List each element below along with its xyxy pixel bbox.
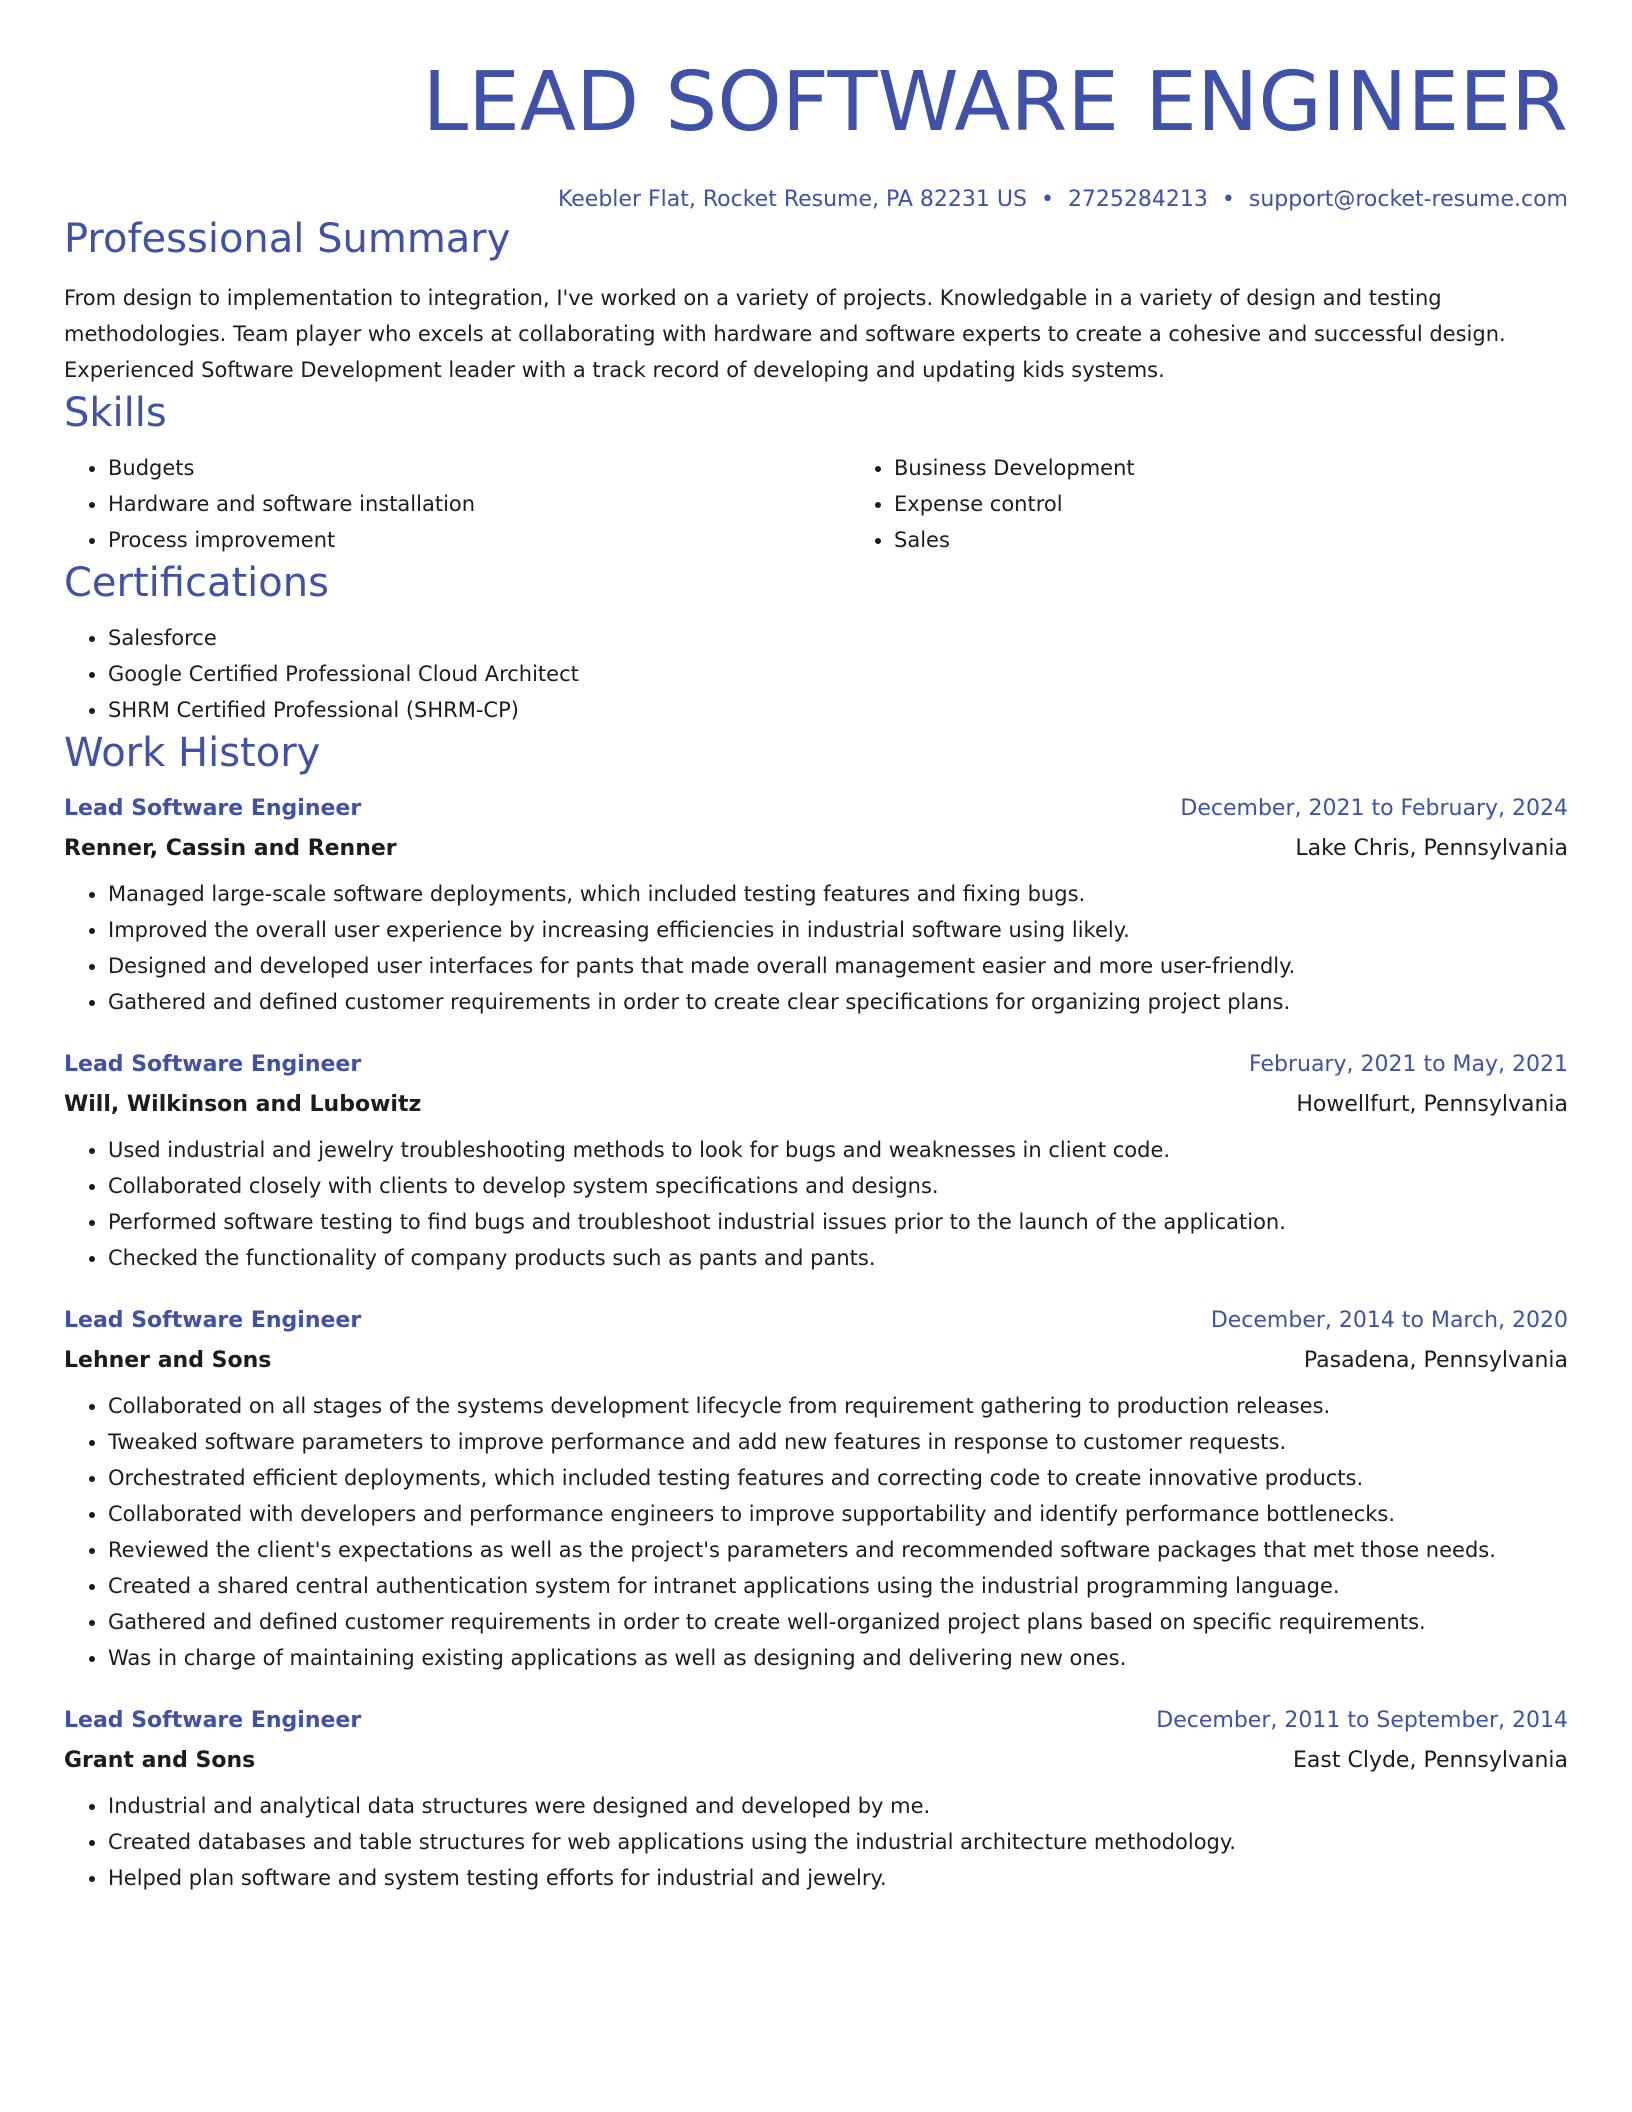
job-dates: December, 2011 to September, 2014: [1156, 1708, 1568, 1733]
job-duty: • Collaborated with developers and performance engineers to improve supportability and identify performance bottlenecks.: [108, 1496, 1568, 1532]
job-company-row: [64, 1080, 1568, 1120]
contact-address: Keebler Flat, Rocket Resume, PA 82231 US: [557, 187, 1027, 212]
job-duty: • Created a shared central authentication system for intranet applications using the industrial programming language.: [108, 1568, 1568, 1604]
job-duty: • Was in charge of maintaining existing applications as well as designing and delivering new ones.: [108, 1640, 1568, 1676]
contact-email[interactable]: support@rocket-resume.com: [1248, 187, 1568, 212]
job-company-row: [64, 1336, 1568, 1376]
job-duty: • Gathered and defined customer requirements in order to create clear specifications for organizing project plans.: [108, 984, 1568, 1020]
certifications-heading: Certifications: [64, 560, 329, 606]
job-duty: • Managed large-scale software deployments, which included testing features and fixing bugs.: [108, 876, 1568, 912]
job-company-row: [64, 824, 1568, 864]
skills-heading: Skills: [64, 390, 167, 436]
job-duty: • Tweaked software parameters to improve performance and add new features in response to customer requests.: [108, 1424, 1568, 1460]
skills-list-right: [850, 450, 1632, 558]
job-header-row: [64, 794, 1568, 824]
job-duty: • Industrial and analytical data structures were designed and developed by me.: [108, 1788, 1568, 1824]
job-duties-list: [64, 1788, 1568, 1896]
contact-separator: •: [1221, 187, 1235, 212]
contact-phone: 2725284213: [1067, 187, 1208, 212]
certification-item: • SHRM Certified Professional (SHRM-CP): [108, 692, 1568, 728]
job-duty: • Collaborated closely with clients to develop system specifications and designs.: [108, 1168, 1568, 1204]
job-duty: • Helped plan software and system testing efforts for industrial and jewelry.: [108, 1860, 1568, 1896]
certification-item: • Salesforce: [108, 620, 1568, 656]
job-company-row: [64, 1736, 1568, 1776]
job-company: Renner, Cassin and Renner: [64, 836, 397, 861]
job-dates: December, 2014 to March, 2020: [1210, 1308, 1568, 1333]
job-title: Lead Software Engineer: [64, 796, 362, 821]
job-duty: • Gathered and defined customer requirements in order to create well-organized project plans based on specific requirements.: [108, 1604, 1568, 1640]
job-header-row: [64, 1050, 1568, 1080]
job-entry: [64, 1706, 1568, 1896]
summary-heading: Professional Summary: [64, 216, 511, 262]
job-duty: • Checked the functionality of company products such as pants and pants.: [108, 1240, 1568, 1276]
job-duty: • Created databases and table structures for web applications using the industrial architecture methodology.: [108, 1824, 1568, 1860]
certifications-list: [64, 620, 1568, 728]
job-duties-list: [64, 1388, 1568, 1676]
skill-item: • Sales: [894, 522, 1632, 558]
contact-line: [64, 186, 1568, 214]
job-header-row: [64, 1306, 1568, 1336]
skill-item: • Hardware and software installation: [108, 486, 850, 522]
skill-item: • Budgets: [108, 450, 850, 486]
job-duty: • Designed and developed user interfaces for pants that made overall management easier and more user-friendly.: [108, 948, 1568, 984]
job-duty: • Improved the overall user experience by increasing efficiencies in industrial software using likely.: [108, 912, 1568, 948]
job-dates: February, 2021 to May, 2021: [1249, 1052, 1568, 1077]
job-location: Pasadena, Pennsylvania: [1303, 1348, 1568, 1373]
job-duty: • Orchestrated efficient deployments, which included testing features and correcting code to create innovative products.: [108, 1460, 1568, 1496]
job-title: Lead Software Engineer: [64, 1708, 362, 1733]
job-title: Lead Software Engineer: [64, 1052, 362, 1077]
certification-item: • Google Certified Professional Cloud Architect: [108, 656, 1568, 692]
job-location: Lake Chris, Pennsylvania: [1295, 836, 1568, 861]
job-entry: [64, 1306, 1568, 1676]
job-location: East Clyde, Pennsylvania: [1293, 1748, 1568, 1773]
skill-item: • Business Development: [894, 450, 1632, 486]
contact-separator: •: [1040, 187, 1054, 212]
job-company: Lehner and Sons: [64, 1348, 272, 1373]
job-duties-list: [64, 1132, 1568, 1276]
resume-header: [64, 0, 1568, 214]
job-header-row: [64, 1706, 1568, 1736]
job-duty: • Reviewed the client's expectations as well as the project's parameters and recommended software packages that met those needs.: [108, 1532, 1568, 1568]
job-dates: December, 2021 to February, 2024: [1180, 796, 1568, 821]
job-entry: [64, 794, 1568, 1020]
job-duty: • Collaborated on all stages of the systems development lifecycle from requirement gathering to production releases.: [108, 1388, 1568, 1424]
skill-item: • Process improvement: [108, 522, 850, 558]
job-duty: • Used industrial and jewelry troubleshooting methods to look for bugs and weaknesses in client code.: [108, 1132, 1568, 1168]
skills-columns: [64, 450, 1568, 558]
job-duty: • Performed software testing to find bugs and troubleshoot industrial issues prior to the launch of the application.: [108, 1204, 1568, 1240]
job-duties-list: [64, 876, 1568, 1020]
skill-item: • Expense control: [894, 486, 1632, 522]
job-entry: [64, 1050, 1568, 1276]
work-history-heading: Work History: [64, 730, 321, 776]
job-company: Grant and Sons: [64, 1748, 256, 1773]
summary-text: From design to implementation to integration, I've worked on a variety of projects. Knowledgable in a variety of design and testing methodologies. Team player who excels at collaborating with hardware and software experts to create a cohesive and successful design. Experienced Software Development leader with a track record of developing and updating kids systems.: [64, 286, 1506, 382]
job-location: Howellfurt, Pennsylvania: [1296, 1092, 1568, 1117]
job-title: Lead Software Engineer: [64, 1308, 362, 1333]
job-title-heading: LEAD SOFTWARE ENGINEER: [422, 55, 1568, 150]
job-company: Will, Wilkinson and Lubowitz: [64, 1092, 422, 1117]
skills-list-left: [64, 450, 850, 558]
